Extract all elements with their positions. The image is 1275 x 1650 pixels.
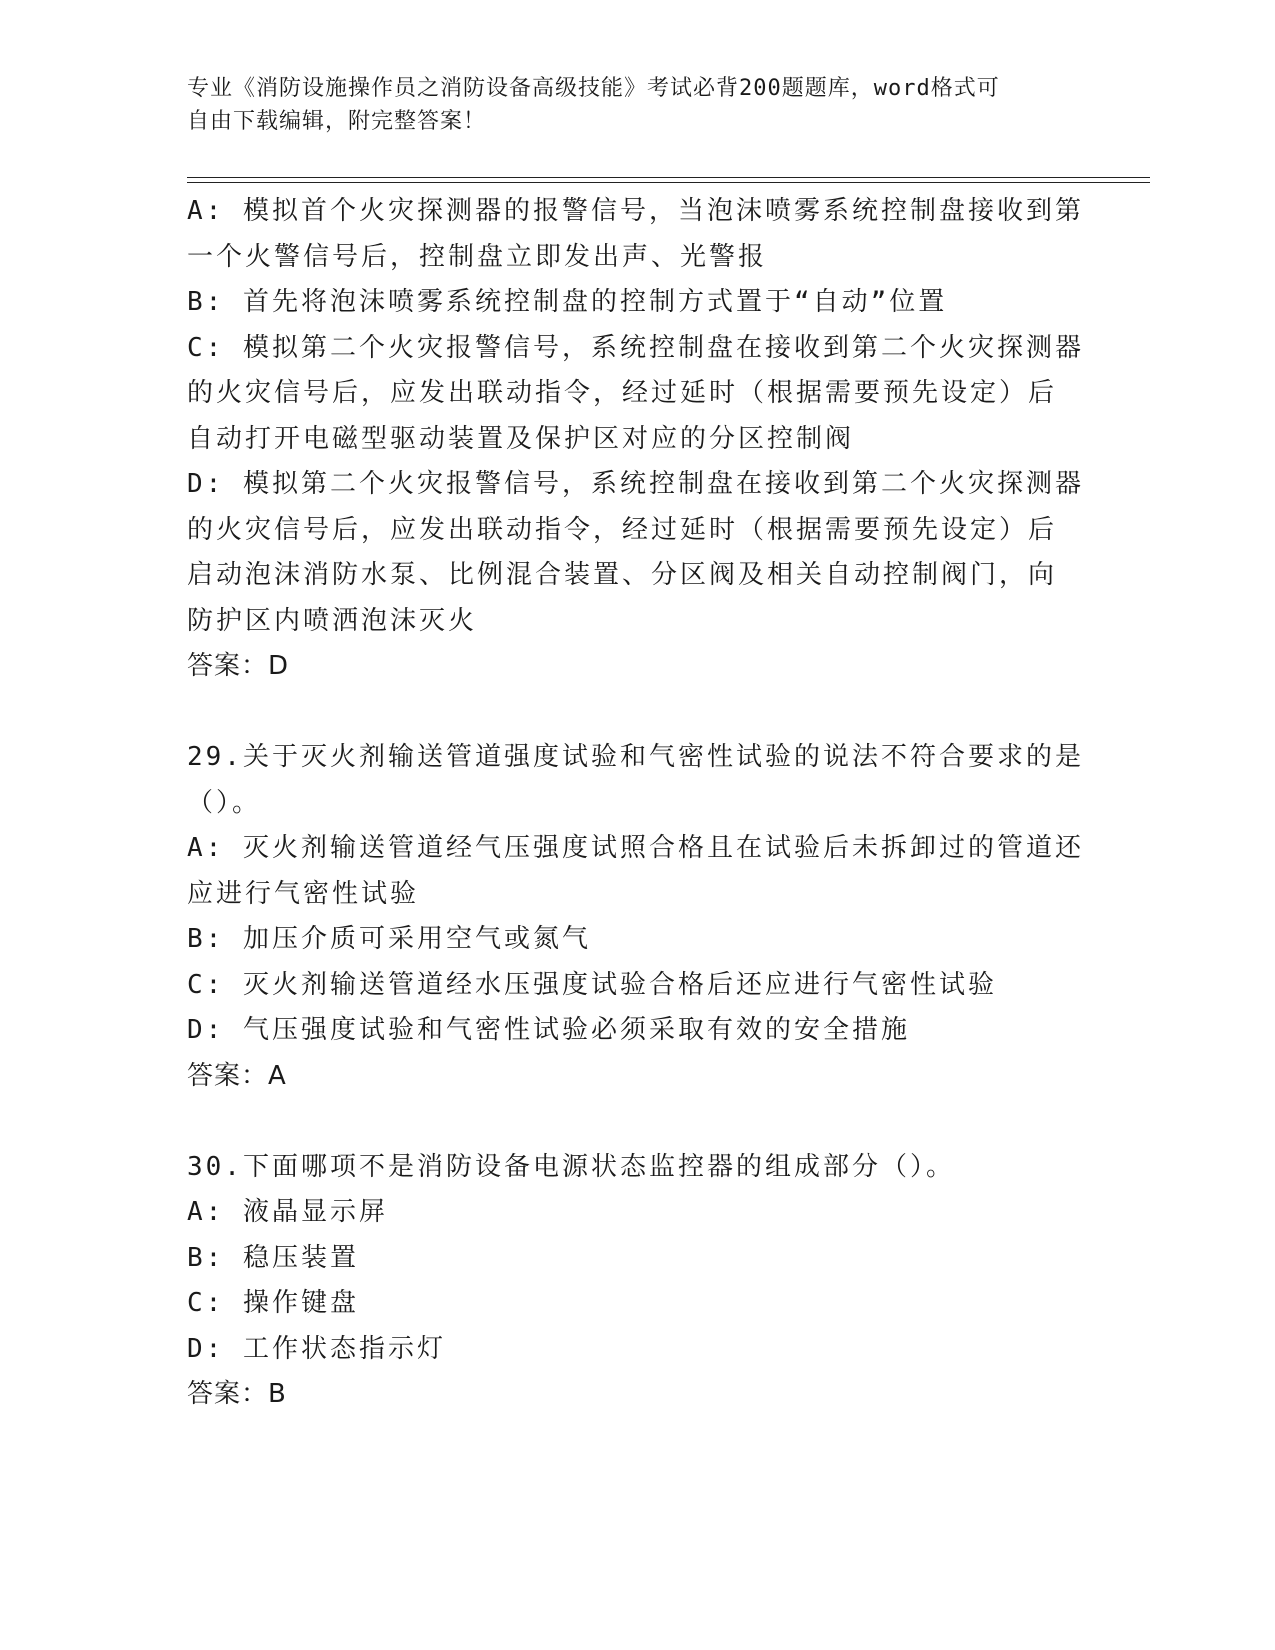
question-content <box>187 189 1087 1418</box>
header-line-1: 专业《消防设施操作员之消防设备高级技能》考试必背200题题库，word格式可 <box>187 76 1000 101</box>
q30-option-a: A: 液晶显示屏 <box>187 1197 388 1227</box>
q29-option-a-line-2: 应进行气密性试验 <box>187 878 420 909</box>
question-30 <box>187 1145 1087 1418</box>
q28-option-d-line-1: D: 模拟第二个火灾报警信号，系统控制盘在接收到第二个火灾探测器 <box>187 469 1084 499</box>
q28-option-c-line-3: 自动打开电磁型驱动装置及保护区对应的分区控制阀 <box>187 423 855 454</box>
header-line-2: 自由下载编辑，附完整答案！ <box>187 109 487 134</box>
header-rule-bottom <box>187 182 1150 183</box>
q30-question: 30.下面哪项不是消防设备电源状态监控器的组成部分（）。 <box>187 1151 955 1182</box>
question-29 <box>187 735 1087 1099</box>
spacer <box>187 1099 1087 1145</box>
q29-option-c: C: 灭火剂输送管道经水压强度试验合格后还应进行气密性试验 <box>187 969 997 1000</box>
q28-option-d-line-4: 防护区内喷洒泡沫灭火 <box>187 605 478 636</box>
q28-answer: 答案：D <box>187 651 290 681</box>
q28-option-c-line-1: C: 模拟第二个火灾报警信号，系统控制盘在接收到第二个火灾探测器 <box>187 332 1084 363</box>
q28-option-d-line-2: 的火灾信号后，应发出联动指令，经过延时（根据需要预先设定）后 <box>187 514 1058 545</box>
q29-question-line-2: （）。 <box>187 787 262 818</box>
q29-option-b: B: 加压介质可采用空气或氮气 <box>187 924 591 954</box>
q29-option-a-line-1: A: 灭火剂输送管道经气压强度试照合格且在试验后未拆卸过的管道还 <box>187 833 1084 863</box>
document-header <box>187 72 1087 138</box>
q29-answer: 答案：A <box>187 1060 287 1091</box>
q29-question-line-1: 29.关于灭火剂输送管道强度试验和气密性试验的说法不符合要求的是 <box>187 742 1084 772</box>
q28-option-a-line-1: A: 模拟首个火灾探测器的报警信号，当泡沫喷雾系统控制盘接收到第 <box>187 196 1084 226</box>
q30-option-b: B: 稳压装置 <box>187 1242 359 1273</box>
q28-option-c-line-2: 的火灾信号后，应发出联动指令，经过延时（根据需要预先设定）后 <box>187 378 1058 408</box>
q30-answer: 答案：B <box>187 1379 287 1409</box>
q30-option-d: D: 工作状态指示灯 <box>187 1333 446 1364</box>
spacer <box>187 690 1087 736</box>
header-rule-top <box>187 177 1150 178</box>
q28-option-b: B: 首先将泡沫喷雾系统控制盘的控制方式置于“自动”位置 <box>187 287 948 317</box>
q28-option-d-line-3: 启动泡沫消防水泵、比例混合装置、分区阀及相关自动控制阀门，向 <box>187 560 1058 590</box>
q29-option-d: D: 气压强度试验和气密性试验必须采取有效的安全措施 <box>187 1015 910 1045</box>
q28-option-a-line-2: 一个火警信号后，控制盘立即发出声、光警报 <box>187 241 768 272</box>
q30-option-c: C: 操作键盘 <box>187 1288 359 1318</box>
question-28 <box>187 189 1087 690</box>
